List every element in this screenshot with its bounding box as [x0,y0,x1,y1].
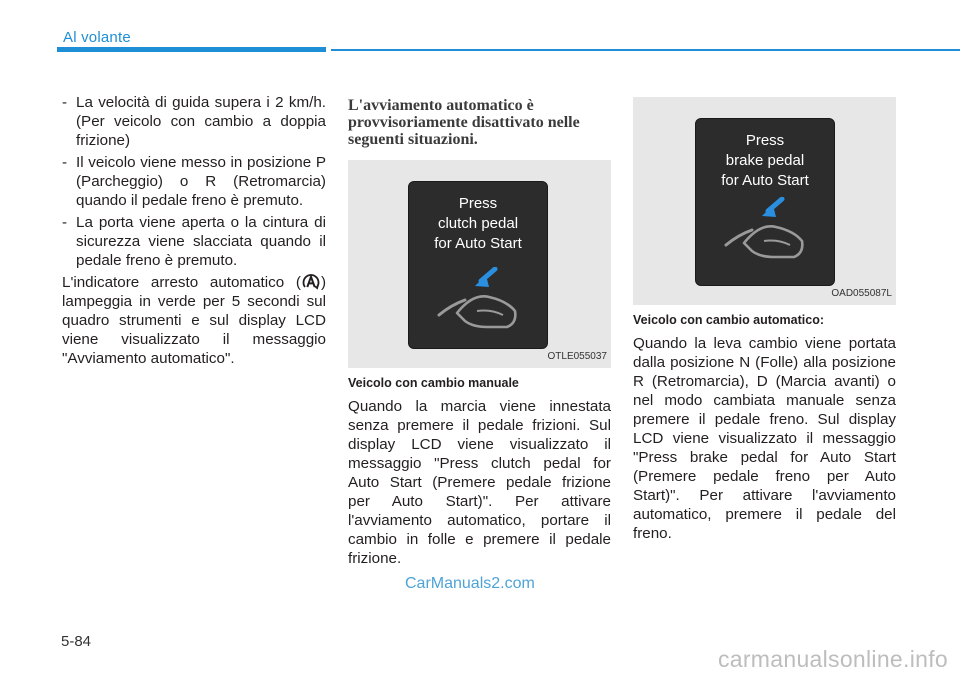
lcd-display [695,118,835,286]
indicator-paragraph [62,273,326,368]
figure-caption: Veicolo con cambio manuale [348,376,519,390]
bullet-dash: - [62,94,68,111]
figure-code: OTLE055037 [547,351,607,362]
bullet-item [62,153,326,210]
section-title: Al volante [63,29,131,46]
lcd-message [696,131,834,191]
body-paragraph: Quando la leva cambio viene portata dalla posizione N (Folle) alla posizione R (Retromarcia), D (Marcia avanti) o nel modo cambiata manuale senza premere il pedale freno. Sul display LCD viene visualizzato il messaggio "Press brake pedal for Auto Start (Premere pedale freno per Auto Start)". Per attivare l'avviamento automatico, premere il pedale del freno. [633,335,896,542]
bullet-item [62,93,326,150]
foot-on-pedal-icon [724,197,806,263]
site-watermark: carmanualsonline.info [717,646,948,672]
middle-column [348,97,611,568]
figure-caption: Veicolo con cambio automatico: [633,313,825,327]
lcd-line: Press [458,195,498,212]
bullet-dash: - [62,154,68,171]
left-column [62,93,326,368]
bullet-dash: - [62,214,68,231]
foot-on-pedal-icon [437,267,519,333]
indicator-text-before: L'indicatore arresto automatico ( [62,274,301,291]
lcd-line: Press [745,132,785,149]
body-paragraph: Quando la marcia viene innestata senza premere il pedale frizioni. Sul display LCD viene visualizzato il messaggio "Press clutch pedal for Auto Start (Premere pedale frizione per Auto Start)". Per attivare l'avviamento automatico, portare il cambio in folle e premere il pedale frizione. [348,398,611,567]
bullet-text: La velocità di guida supera i 2 km/h. (Per veicolo con cambio a doppia frizione) [76,94,326,149]
page-number: 5-84 [61,633,92,650]
bullet-text: Il veicolo viene messo in posizione P (Parcheggio) o R (Retromarcia) quando il pedale freno è premuto. [76,154,326,209]
lcd-message [409,194,547,254]
bullet-item [62,213,326,270]
lcd-line: for Auto Start [721,172,809,189]
bullet-text: La porta viene aperta o la cintura di sicurezza viene slacciata quando il pedale freno è premuto. [76,214,326,269]
right-column [633,97,896,543]
indicator-text-after: ) lampeggia in verde per 5 secondi sul quadro strumenti e sul display LCD viene visualizzato il messaggio "Avviamento automatico". [62,274,326,367]
manual-transmission-figure [348,160,611,368]
lcd-display [408,181,548,349]
lcd-line: for Auto Start [434,235,522,252]
watermark-link[interactable]: CarManuals2.com [405,575,535,592]
auto-stop-indicator-icon [301,273,321,290]
figure-code: OAD055087L [831,288,892,299]
section-heading: L'avviamento automatico è provvisoriamente disattivato nelle seguenti situazioni. [348,97,580,148]
lcd-line: clutch pedal [437,215,519,232]
lcd-line: brake pedal [725,152,805,169]
header-rule-thin [331,49,960,51]
automatic-transmission-figure [633,97,896,305]
header-rule-thick [57,47,326,52]
